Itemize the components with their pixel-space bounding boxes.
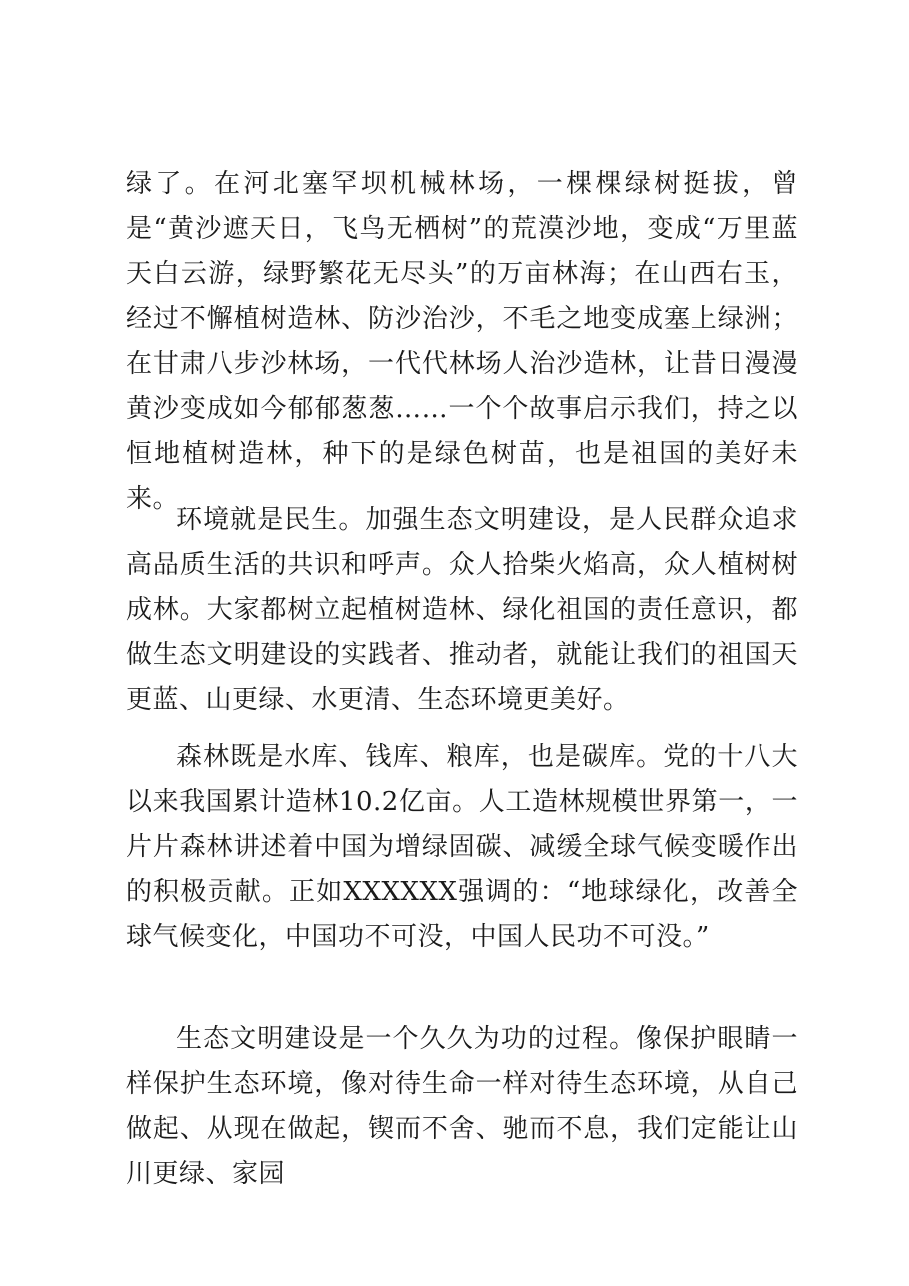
paragraph-1: 绿了。在河北塞罕坝机械林场，一棵棵绿树挺拔，曾是“黄沙遮天日，飞鸟无栖树”的荒漠沙地，变成“万里蓝天白云游，绿野繁花无尽头”的万亩林海；在山西右玉，经过不懈植树造林、防沙治沙，不毛之地变成塞上绿洲；在甘肃八步沙林场，一代代林场人治沙造林，让昔日漫漫黄沙变成如今郁郁葱葱……一个个故事启示我们，持之以恒地植树造林，种下的是绿色树苗，也是祖国的美好未来。 [126, 169, 798, 514]
paragraph-2: 环境就是民生。加强生态文明建设，是人民群众追求高品质生活的共识和呼声。众人拾柴火焰高，众人植树树成林。大家都树立起植树造林、绿化祖国的责任意识，都做生态文明建设的实践者、推动者，就能让我们的祖国天更蓝、山更绿、水更清、生态环境更美好。 [126, 505, 798, 715]
paragraph-4: 生态文明建设是一个久久为功的过程。像保护眼睛一样保护生态环境，像对待生命一样对待生态环境，从自己做起、从现在做起，锲而不舍、驰而不息，我们定能让山川更绿、家园 [126, 1024, 798, 1189]
paragraph-3: 森林既是水库、钱库、粮库，也是碳库。党的十八大以来我国累计造林10.2亿亩。人工造林规模世界第一，一片片森林讲述着中国为增绿固碳、减缓全球气候变暖作出的积极贡献。正如XXXXXX强调的：“地球绿化，改善全球气候变化，中国功不可没，中国人民功不可没。” [126, 742, 798, 952]
